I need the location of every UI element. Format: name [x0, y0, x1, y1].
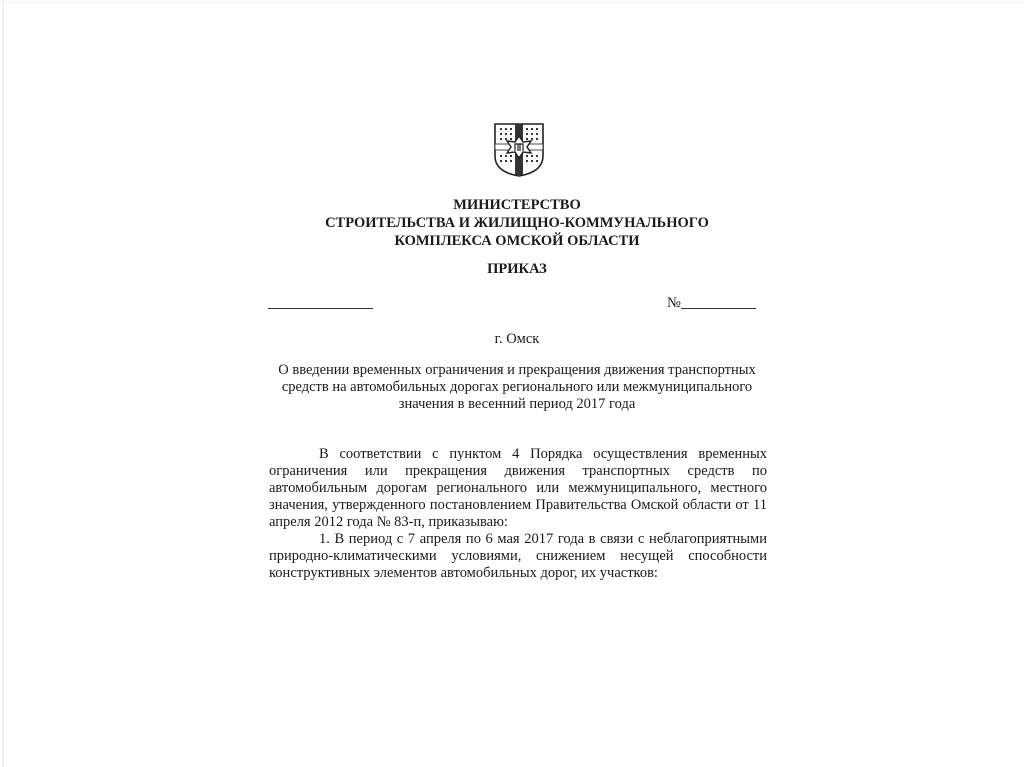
ministry-line: КОМПЛЕКСА ОМСКОЙ ОБЛАСТИ [394, 233, 640, 249]
page-edge [2, 0, 4, 767]
paragraph-preamble: В соответствии с пунктом 4 Порядка осуществления временных ограничения или прекращения движения транспортных средств по автомобильным дорогам регионального или межмуниципального, местного значения, утвержденного постановлением Правительства Омской области от 11 апреля 2012 года № 83-п, приказываю: [269, 446, 767, 530]
number-sign: № [667, 295, 681, 311]
coat-of-arms-icon [492, 120, 546, 178]
subject-line: средств на автомобильных дорогах регионального или межмуниципального [281, 379, 753, 395]
city: г. Омск [494, 331, 540, 347]
ministry-line: МИНИСТЕРСТВО [453, 197, 581, 213]
order-body [269, 446, 767, 582]
order-number [667, 295, 681, 311]
subject-line: О введении временных ограничения и прекращения движения транспортных [278, 362, 756, 378]
paragraph-item-1: 1. В период с 7 апреля по 6 мая 2017 года в связи с неблагоприятными природно-климатическими условиями, снижением несущей способности конструктивных элементов автомобильных дорог, их участков: [269, 531, 767, 581]
subject-line: значения в весенний период 2017 года [398, 396, 636, 412]
page-edge [0, 2, 1024, 3]
number-blank-line [681, 308, 756, 309]
ministry-line: СТРОИТЕЛЬСТВА И ЖИЛИЩНО-КОММУНАЛЬНОГО [325, 215, 709, 231]
order-title: ПРИКАЗ [487, 261, 547, 277]
date-blank-line [268, 308, 373, 309]
order-subject [262, 362, 772, 413]
ministry-name [262, 196, 772, 250]
